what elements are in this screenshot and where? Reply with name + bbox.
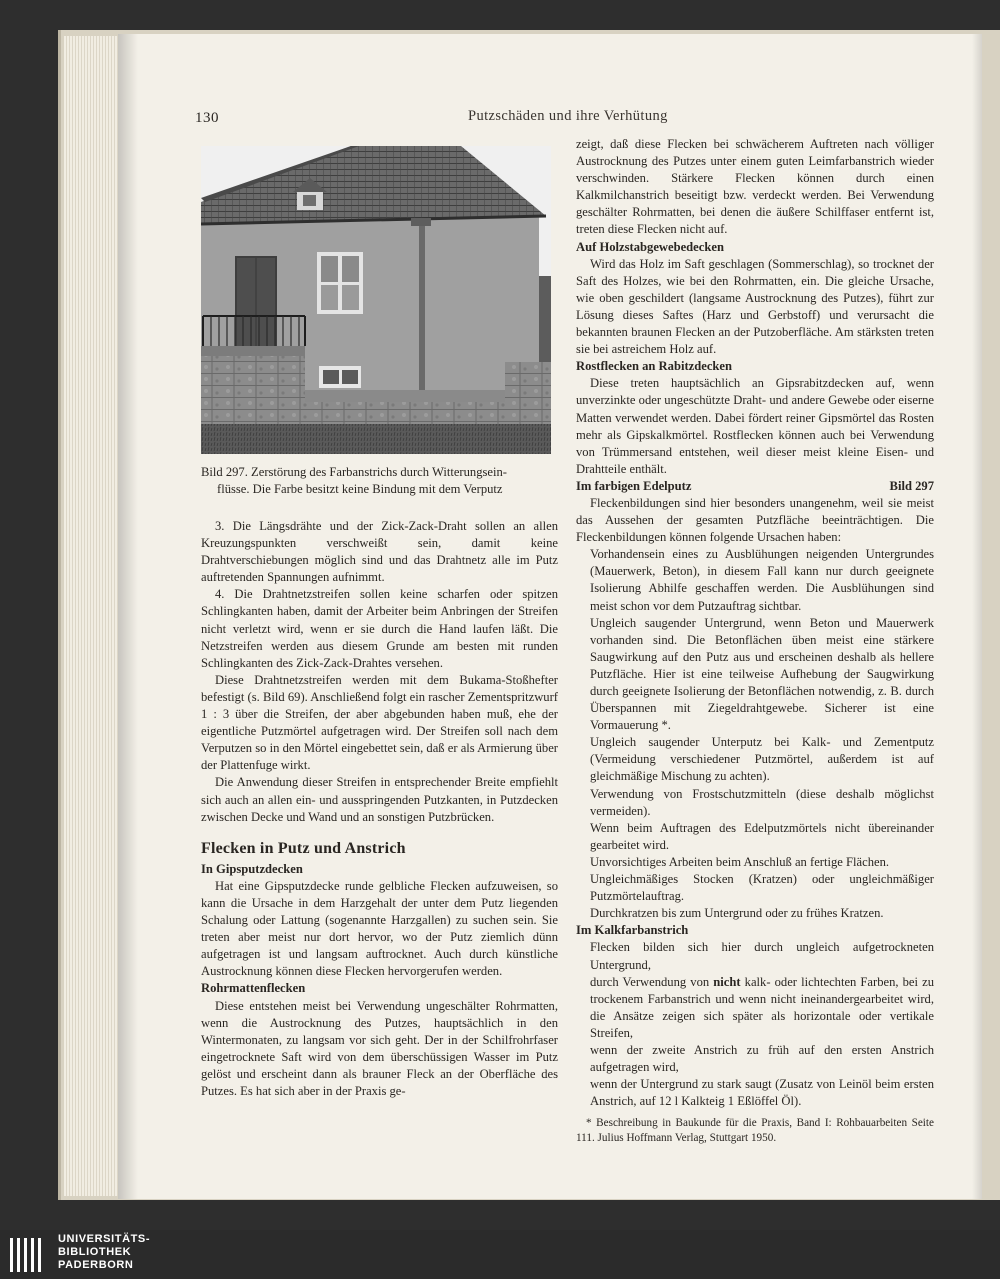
paragraph: 3. Die Längsdrähte und der Zick-Zack-Draht sollen an allen Kreuzungspunkten verschweißt sein, damit keine Drahtverschiebungen möglich sind und das Drahtnetz alle im Putz auftretenden Spannungen aufnimmt. [201,519,558,585]
text-span: kalk- oder lichtechten Farben, bei zu trockenem Farbanstrich und wenn nicht ineinandergearbeitet wird, die Ansätze zeigen sich später als horizontale oder vertikale Streifen, [590,974,934,1040]
list-item: wenn der zweite Anstrich zu früh auf den ersten Anstrich aufgetragen wird, [590,1042,934,1075]
list-item [576,974,934,1042]
left-column [201,518,558,1100]
figure-reference: Bild 297 [889,478,934,493]
subsection-heading: Rostflecken an Rabitzdecken [576,359,733,374]
library-name-line: UNIVERSITÄTS- [58,1233,151,1245]
list-item: Verwendung von Frostschutzmitteln (diese deshalb möglichst vermeiden). [590,786,934,818]
page-number: 130 [195,110,219,126]
subsection-heading: Rohrmattenflecken [201,981,306,996]
gutter-shadow [118,34,138,1199]
running-head: Putzschäden und ihre Verhütung [468,108,668,124]
subsection-heading: In Gipsputzdecken [201,861,303,876]
footnote: * Beschreibung in Baukunde für die Praxis, Band I: Rohbauarbeiten Seite 111. Julius Hoffmann Verlag, Stuttgart 1950. [576,1117,934,1145]
paragraph: Diese Drahtnetzstreifen werden mit dem Bukama-Stoßhefter befestigt (s. Bild 69). Anschließend folgt ein rascher Zementspritzwurf 1 : 3 über die Streifen, der aber abgebunden haben muß, ehe der eigentliche Putzmörtel aufgetragen wird. Der Streifen soll nach dem Verputzen so in den Mörtel eingebettet sein, daß er als Armierung über der Plattenfuge wirkt. [201,672,558,773]
list-item: Ungleich saugender Untergrund, wenn Beton und Mauerwerk vorhanden sind. Die Betonflächen üben meist eine stärkere Saugwirkung auf den Putz aus und erscheinen deshalb als hellere Putzfläche. Hier ist eine teilweise Aufhebung der Saugwirkung durch geeignete Isolierung der Betonflächen notwendig, z. B. durch Überspannen mit Ziegeldrahtgewebe. Sicherer ist eine Vormauerung *. [590,615,934,733]
library-name-line: BIBLIOTHEK [58,1246,132,1258]
page-edge-shadow [972,34,982,1199]
list-item: Durchkratzen bis zum Untergrund oder zu frühes Kratzen. [590,906,884,921]
caption-line-2: flüsse. Die Farbe besitzt keine Bindung mit dem Verputz [217,482,503,496]
subsection-heading: Auf Holzstabgewebedecken [576,239,724,254]
list-item: Vorhandensein eines zu Ausblühungen neigenden Untergrundes (Mauerwerk, Beton), in diesem Fall kann nur durch geeignete Isolierung Abhilfe geschaffen werden. Die Ausblühungen sind meist schon vor dem Putzauftrag sichtbar. [590,547,934,613]
house-photograph [201,146,551,454]
subsection-heading: Im farbigen Edelputz [576,478,692,493]
paragraph: Fleckenbildungen sind hier besonders unangenehm, weil sie meist das Aussehen der gesamten Putzfläche beeinträchtigen. Die Fleckenbildungen können folgende Ursachen haben: [576,495,934,545]
library-logo-icon [6,1234,48,1276]
paragraph: Wird das Holz im Saft geschlagen (Sommerschlag), so trocknet der Saft des Holzes, wie bei den Rohrmatten, ein. Die gleiche Ursache, wie oben geschildert (langsame Austrocknung des Putzes), führt zur Lösung dieses Saftes (Harz und Gerbstoff) und verursacht die bekannten braunen Flecken an der Putzoberfläche. Am stärksten treten sie bei astreichem Holz auf. [576,256,934,357]
right-column [576,136,934,1146]
paragraph: zeigt, daß diese Flecken bei schwächerem Auftreten nach völliger Austrocknung des Putzes unter einem guten Leimfarbanstrich wieder verschwinden. Stärkere Flecken können durch einen Kalkmilchanstrich beseitigt bzw. verdeckt werden. Bei Verwendung geschälter Rohrmatten, bei denen die äußere Schilffaser entfernt ist, treten diese Flecken nicht auf. [576,137,934,237]
subsection-heading-row [576,478,934,495]
figure-caption [201,464,553,498]
section-heading: Flecken in Putz und Anstrich [201,839,406,857]
list-item: Flecken bilden sich hier durch ungleich aufgetrockneten Untergrund, [590,940,934,972]
page-edges [64,36,122,1196]
library-name-line: PADERBORN [58,1259,134,1271]
subsection-heading: Im Kalkfarbanstrich [576,923,689,938]
list-item: Ungleichmäßiges Stocken (Kratzen) oder ungleichmäßiger Putzmörtelauftrag. [590,872,934,904]
caption-line-1: Bild 297. Zerstörung des Farbanstrichs durch Witterungsein- [201,465,508,479]
paragraph: Diese treten hauptsächlich an Gipsrabitzdecken auf, wenn unverzinkte oder ungeschützte Draht- und andere Gewebe oder eiserne Matten verwendet werden. Dabei fördert reiner Gipsmörtel das Rosten mehr als Gipskalkmörtel. Rostflecken können auch bei Verwendung von Trümmersand entstehen, weil dieser meist kleine Eisen- und Drahtteile enthält. [576,376,934,476]
list-item: Ungleich saugender Unterputz bei Kalk- und Zementputz (Vermeidung verschiedener Putzmörtel, außerdem ist auf gleichmäßige Mischung zu achten). [590,735,934,784]
emphasis: nicht [713,974,741,989]
text-span: durch Verwendung von [590,974,714,989]
paragraph: Die Anwendung dieser Streifen in entsprechender Breite empfiehlt sich auch an allen ein- und ausspringenden Putzkanten, in Putzdecken zwischen Decke und Wand und an sonstigen Putzbrücken. [201,775,558,824]
paragraph: 4. Die Drahtnetzstreifen sollen keine scharfen oder spitzen Schlingkanten haben, damit der Arbeiter beim Anbringen der Streifen nicht verletzt wird, wenn er sie durch die Hand laufen läßt. Die Netzstreifen werden aus diesem Grunde am besten mit runden Schlingkanten des Zick-Zack-Drahtes versehen. [201,587,558,670]
list-item: Unvorsichtiges Arbeiten beim Anschluß an fertige Flächen. [590,854,890,869]
paragraph: Diese entstehen meist bei Verwendung ungeschälter Rohrmatten, wenn die Austrocknung des Putzes, hauptsächlich in den Wintermonaten, zu langsam vor sich geht. Der in der Schilfrohrfaser eingetrocknete Saft wird von dem überschüssigen Wasser im Putz gelöst und erscheint dann als brauner Fleck an der Oberfläche des Putzes. Es hat sich aber in der Praxis ge- [201,998,558,1098]
library-name [58,1233,150,1272]
list-item: Wenn beim Auftragen des Edelputzmörtels nicht übereinander gearbeitet wird. [590,820,934,852]
paragraph: Hat eine Gipsputzdecke runde gelbliche Flecken aufzuweisen, so kann die Ursache in dem Harzgehalt der unter dem Putz liegenden Schalung oder Lattung (sogenannte Harzgallen) zu suchen sein. Sie treten aber meist nur dort hervor, wo der Putz ziemlich dünn aufgetragen ist und langsam auftrocknet. Auch durch künstliche Austrocknung können diese Flecken hervorgerufen werden. [201,878,558,979]
list-item: wenn der Untergrund zu stark saugt (Zusatz von Leinöl beim ersten Anstrich, auf 12 l Kalkteig 1 Eßlöffel Öl). [590,1077,934,1109]
